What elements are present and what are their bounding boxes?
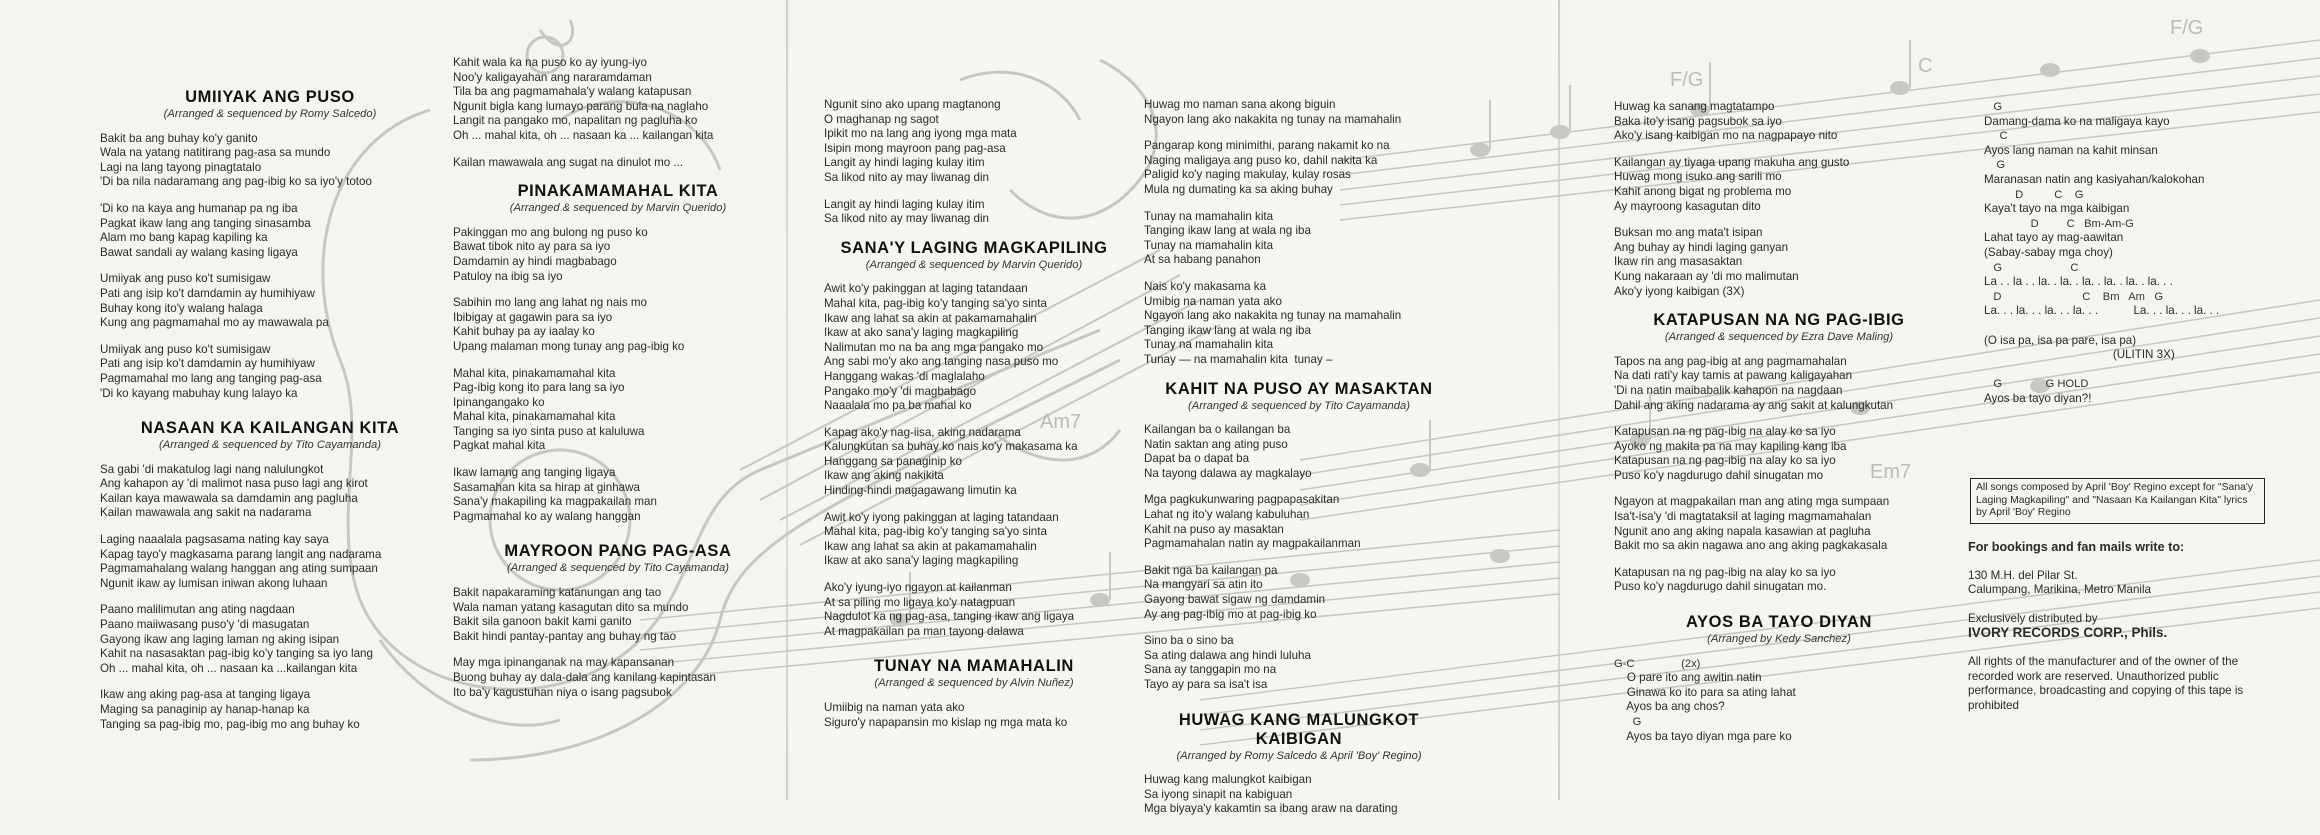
lyrics-continued [824,98,1124,227]
lyric-line: Kalungkutan sa buhay ko nais ko'y makasama ka [824,440,1078,454]
lyric-line: Pangarap kong minimithi, parang nakamit ko na [1144,139,1390,153]
column-6 [1984,100,2284,406]
lyric-line: Dahil ang aking nadarama ay ang sakit at kalungkutan [1614,398,1894,412]
lyric-line: Siguro'y napapansin mo kislap ng mga mata ko [824,715,1068,729]
lyric-line: Ikaw rin ang masasaktan [1614,255,1743,269]
stanza [1144,280,1454,368]
lyric-line: Wala naman yatang kasagutan dito sa mundo [453,600,689,614]
stanza [100,463,440,521]
lyric-line: Natin saktan ang ating puso [1144,437,1288,451]
lyric-line: At sa piling mo ligaya ko'y natagpuan [824,595,1016,609]
lyric-line [1984,319,2284,334]
chord-line: C [1984,130,2008,143]
lyric-line: Nalimutan mo na ba ang mga pangako mo [824,340,1044,354]
stanza [100,603,440,676]
chord-mark: F/G [2170,17,2204,39]
lyric-line: Sana'y makapiling ka magpakailan man [453,495,657,509]
lyrics [100,463,440,733]
lyric-line: Sa likod nito ay may liwanag din [824,212,989,226]
song-credit: (Arranged by Romy Salcedo & April 'Boy' Regino) [1176,749,1422,762]
lyric-line: Bakit hindi pantay-pantay ang buhay ng tao [453,629,677,643]
lyric-line: Paano maiiwasang puso'y 'di masugatan [100,618,310,632]
stanza [1614,566,1944,595]
stanza [453,156,783,171]
lyric-line: Kung ang pagmamahal mo ay mawawala pa [100,316,329,330]
lyric-line: Lagi na lang tayong pinagtatalo [100,160,262,174]
lyric-line: Tunay na mamahalin kita [1144,238,1274,252]
lyric-line: Pagkat ikaw lang ang tanging sinasamba [100,216,311,230]
column-1 [100,88,440,750]
lyric-line: Sabihin mo lang ang lahat ng nais mo [453,296,648,310]
stanza [453,56,783,144]
stanza [1614,355,1944,413]
column-3 [824,98,1124,748]
lyric-line: Bakit mo sa akin nagawa ano ang aking pagkakasala [1614,539,1888,553]
lyric-line: Kahit buhay pa ay iaalay ko [453,325,595,339]
lyric-line: Bawat tibok nito ay para sa iyo [453,240,611,254]
lyric-line: Kailangan ay tiyaga upang makuha ang gusto [1614,155,1850,169]
stanza [453,586,783,644]
chord-line: D C G [1984,188,2084,201]
song-title: TUNAY NA MAMAHALIN [874,657,1074,676]
lyric-line: Damdamin ay hindi magbabago [453,254,617,268]
song-title: PINAKAMAMAHAL KITA [517,182,719,201]
stanza [824,282,1124,413]
lyric-line: Tanging ikaw lang at wala ng iba [1144,323,1311,337]
lyric-line: Tunay na mamahalin kita [1144,338,1274,352]
stanza [824,701,1124,730]
stanza [824,511,1124,569]
lyric-line: Maranasan natin ang kasiyahan/kalokohan [1984,172,2205,186]
stanza [100,343,440,401]
lyric-line: Ikaw ang aking pag-asa at tanging ligaya [100,688,311,702]
song-credit: (Arranged & sequenced by Tito Cayamanda) [159,439,381,452]
lyric-line: Oh ... mahal kita, oh ... nasaan ka ...kailangan kita [100,661,358,675]
song-ayos [1614,613,1944,744]
lyric-line: Ang sabi mo'y ako ang tanging nasa puso mo [824,355,1059,369]
song-credit: (Arranged & sequenced by Alvin Nuñez) [874,677,1074,690]
lyric-line: Ayos lang naman na kahit minsan [1984,143,2158,157]
lyric-line: Isa't-isa'y 'di magtataksil at laging magmamahalan [1614,510,1872,524]
stanza [1614,156,1944,214]
lyric-line: Pakinggan mo ang bulong ng puso ko [453,225,648,239]
distributor-name: IVORY RECORDS CORP., Phils. [1968,625,2168,641]
lyric-line: Ngayon at magpakailan man ang ating mga sumpaan [1614,495,1890,509]
lyric-line: Kahit na nasasaktan pag-ibig ko'y tanging sa iyo lang [100,647,373,661]
lyric-line: Bawat sandali ay walang kasing ligaya [100,245,298,259]
lyric-line: Na mangyari sa atin ito [1144,578,1263,592]
song-mayroon [453,542,783,700]
lyric-line: Tanging sa pag-ibig mo, pag-ibig mo ang buhay ko [100,717,360,731]
song-pinakamamahal [453,182,783,524]
chord-mark: Am7 [1040,411,1082,433]
stanza [453,656,783,700]
song-sanay [824,239,1124,640]
lyric-line: At magpakailan pa man tayong dalawa [824,624,1024,638]
lyric-line: Pagmamahal ko ay walang hanggan [453,509,641,523]
lyrics [824,282,1124,639]
lyric-line: Oh ... mahal kita, oh ... nasaan ka ... kailangan kita [453,128,714,142]
lyric-line: (O isa pa, isa pa pare, isa pa) [1984,333,2137,347]
lyric-line: O pare ito ang awitin natin [1614,671,1762,685]
song-title: UMIIYAK ANG PUSO [185,88,355,106]
lyric-line: Tanging ikaw lang at wala ng iba [1144,224,1311,238]
lyric-line: Pag-ibig kong ito para lang sa iyo [453,381,625,395]
lyric-line: Pagmamahalan natin ay magpakailanman [1144,537,1361,551]
lyric-line: Alam mo bang kapag kapiling ka [100,231,268,245]
lyric-line: Ikaw at ako sana'y laging magkapiling [824,554,1019,568]
lyric-line: Awit ko'y pakinggan at laging tatandaan [824,282,1028,296]
stanza [1614,226,1944,299]
lyric-line: Kailangan ba o kailangan ba [1144,423,1291,437]
lyric-line: Puso ko'y nagdurugo dahil sinugatan mo [1614,468,1824,482]
lyric-line: Ayoko ng makita pa na may kapiling kang iba [1614,439,1847,453]
lyric-line: Laging naaalala pagsasama nating kay saya [100,533,329,547]
lyric-line: Ako'y iyung-iyo ngayon at kailanman [824,581,1012,595]
lyrics [1614,355,1944,595]
lyric-line: Mahal kita, pag-ibig ko'y tanging sa'yo sinta [824,525,1047,539]
lyric-line: May mga ipinanganak na may kapansanan [453,656,675,670]
lyric-line: Buhay kong ito'y walang halaga [100,301,263,315]
stanza [100,132,440,190]
lyric-line: Katapusan na ng pag-ibig na alay ko sa iyo [1614,565,1836,579]
lyric-line: Kailan mawawala ang sugat na dinulot mo ... [453,155,684,169]
lyric-line: Kahit anong bigat ng problema mo [1614,184,1792,198]
composer-notice: All songs composed by April 'Boy' Regino except for "Sana'y Laging Magkapiling" and "Nasaan Ka Kailangan Kita" lyrics by April 'Boy' Regino [1970,478,2265,524]
lyric-line: Kapag tayo'y magkasama parang langit ang nadarama [100,547,382,561]
stanza [453,296,783,354]
lyric-line: Ngunit bigla kang lumayo parang bula na naglaho [453,99,709,113]
song-katapusan [1614,311,1944,595]
stanza [1144,423,1454,481]
lyric-line: Tunay na mamahalin kita [1144,209,1274,223]
lyric-line: Mahal kita, pinakamamahal kita [453,366,616,380]
lyrics-continued [453,56,783,170]
chord-line: G [1614,716,1642,728]
stanza [453,367,783,455]
lyric-line: Pangako mo'y 'di magbabago [824,384,977,398]
lyric-line: Umibig na naman yata ako [1144,294,1282,308]
lyric-line: Ayos ba ang chos? [1614,700,1725,714]
song-credit: (Arranged & sequenced by Romy Salcedo) [163,108,377,120]
lyrics-continued [1614,100,1944,299]
lyrics [824,701,1124,730]
stanza [824,426,1124,499]
stanza [1614,425,1944,483]
lyric-line: Langit ay hindi laging kulay itim [824,197,985,211]
chord-line: D C Bm Am G [1984,290,2164,303]
stanza [1614,100,1944,144]
stanza [453,466,783,524]
song-credit: (Arranged & sequenced by Tito Cayamanda) [1188,399,1410,412]
lyric-line: Umiiyak ang puso ko't sumisigaw [100,342,271,356]
lyric-line: Kung nakaraan ay 'di mo malimutan [1614,269,1799,283]
lyric-line: Ikaw ang lahat sa akin at pakamamahalin [824,311,1037,325]
lyric-line: O maghanap ng sagot [824,112,939,126]
chord-line: G [1984,159,2006,172]
chord-line: D C Bm-Am-G [1984,217,2134,230]
lyric-line: Bakit napakaraming katanungan ang tao [453,586,662,600]
chord-mark: F/G [1670,69,1704,91]
stanza [1144,634,1454,692]
lyric-line: Langit na pangako mo, napalitan ng pagluha ko [453,114,698,128]
lyric-line: Sa likod nito ay may liwanag din [824,170,989,184]
lyric-line: Umiibig na naman yata ako [824,701,965,714]
lyric-line: Damang-dama ko na maligaya kayo [1984,114,2170,128]
lyric-line: (Sabay-sabay mga choy) [1984,245,2113,259]
lyric-line: Naaalala mo pa ba mahal ko [824,399,972,413]
address-line: 130 M.H. del Pilar St. [1968,568,2078,582]
lyric-line: Noo'y kaligayahan ang nararamdaman [453,70,652,84]
lyric-line: Ayos ba tayo diyan?! [1984,391,2092,405]
lyric-line: Ginawa ko ito para sa ating lahat [1614,685,1796,699]
lyric-line: Mga biyaya'y kakamtin sa ibang araw na darating [1144,802,1398,816]
stanza [100,688,440,732]
stanza [100,202,440,260]
stanza [453,226,783,284]
lyric-line: Bakit ba ang buhay ko'y ganito [100,131,258,145]
lyric-line: Pagmamahal mo lang ang tanging pag-asa [100,371,322,385]
lyrics [453,586,783,700]
lyric-line: Katapusan na ng pag-ibig na alay ko sa iyo [1614,454,1836,468]
lyric-line: Na dati rati'y kay tamis at pawang kaligayahan [1614,369,1853,383]
lyrics [1144,773,1454,817]
lyric-line: Huwag mo naman sana akong biguin [1144,98,1336,111]
lyric-line: Ay mayroong kasagutan dito [1614,199,1761,213]
lyric-line: Ito ba'y kagustuhan niya o isang pagsubok [453,685,672,699]
lyric-line: Pati ang isip ko't damdamin ay humihiyaw [100,357,315,371]
chord-line: G G HOLD [1984,378,2089,391]
lyric-line: Kapag ako'y nag-iisa, aking nadarama [824,425,1021,439]
lyric-line: Buksan mo ang mata't isipan [1614,226,1763,240]
lyric-line: Puso ko'y nagdurugo dahil sinugatan mo. [1614,580,1827,594]
lyric-line: Ngunit ano ang aking napala kasawian at pagluha [1614,524,1871,538]
chord-line: G-C (2x) [1614,657,1701,670]
lyric-line: Tapos na ang pag-ibig at ang pagmamahalan [1614,354,1847,368]
lyric-line: Huwag ka sanang magtatampo [1614,100,1775,113]
lyric-line: 'Di ko kayang mabuhay kung lalayo ka [100,386,298,400]
stanza [100,533,440,591]
lyric-line: Sana ay tanggapin mo na [1144,663,1277,677]
stanza [1144,564,1454,622]
lyric-line: Ngunit sino ako upang magtanong [824,98,1001,111]
lyric-line: Pagkat mahal kita [453,439,546,453]
lyric-line: Ngayon lang ako nakakita ng tunay na mamahalin [1144,309,1402,323]
lyric-line: Ako'y isang kaibigan mo na nagpapayo nito [1614,129,1838,143]
lyric-line: Mahal kita, pag-ibig ko'y tanging sa'yo sinta [824,296,1047,310]
lyric-line: Tanging sa iyo sinta puso at kaluluwa [453,424,645,438]
stanza [1144,493,1454,551]
lyric-line: Patuloy na ibig sa iyo [453,269,563,283]
chord-mark: C [1918,55,1933,77]
rights-notice: All rights of the manufacturer and of the owner of the recorded work are reserved. Unauthorized public performance, broadcasting and copying of this tape is prohibited [1968,654,2244,712]
lyric-line: Gayong ikaw ang laging laman ng aking isipan [100,632,340,646]
lyric-line: Wala na yatang natitirang pag-asa sa mundo [100,146,331,160]
lyrics-with-chords-continued [1984,100,2284,406]
song-nasaan [100,419,440,732]
lyric-line: Huwag kang malungkot kaibigan [1144,773,1312,787]
lyric-line: Kailan mawawala ang sakit na nadarama [100,506,312,520]
song-title: HUWAG KANG MALUNGKOT KAIBIGAN [1178,710,1420,748]
lyric-line: Sa iyong sinapit na kabiguan [1144,787,1293,801]
lyrics [100,132,440,402]
stanza [824,98,1124,186]
lyric-line: Dapat ba o dapat ba [1144,452,1250,466]
stanza [1144,98,1454,127]
stanza [1144,210,1454,268]
song-umiiyak [100,88,440,401]
lyric-line: Ngunit ikaw ay lumisan iniwan akong luhaan [100,576,328,590]
column-2 [453,56,783,718]
lyric-line: Isipin mong mayroon pang pag-asa [824,141,1006,155]
stanza [1144,139,1454,197]
lyric-line: Tila ba ang pagmamahala'y walang katapusan [453,85,692,99]
lyric-line: Gayong bawat sigaw ng damdamin [1144,593,1326,607]
lyric-line: Kahit wala ka na puso ko ay iyung-iyo [453,56,647,69]
lyric-line: Hanggang sa panaginip ko [824,454,962,468]
lyric-line: Na tayong dalawa ay magkalayo [1144,466,1312,480]
stanza [824,581,1124,639]
song-title: NASAAN KA KAILANGAN KITA [140,419,400,438]
lyric-line: Ay ang pag-ibig mo at pag-ibig ko [1144,607,1317,621]
lyric-line: Maging sa panaginip ay hanap-hanap ka [100,703,310,716]
distributor-label: Exclusively distributed by [1968,611,2098,625]
lyric-line: Upang malaman mong tunay ang pag-ibig ko [453,339,685,353]
lyrics-with-chords [1614,657,1944,745]
lyric-line: Katapusan na ng pag-ibig na alay ko sa iyo [1614,425,1836,439]
column-4 [1144,98,1454,835]
lyric-line: Ibibigay at gagawin para sa iyo [453,310,613,324]
lyric-line: Huwag mong isuko ang sarili mo [1614,170,1782,184]
song-title: AYOS BA TAYO DIYAN [1686,613,1872,632]
lyric-line: Kailan kaya mawawala sa damdamin ang pagluha [100,491,358,505]
lyric-line: Tayo ay para sa isa't isa [1144,678,1268,691]
song-tunay [824,657,1124,730]
lyric-line: Umiiyak ang puso ko't sumisigaw [100,272,271,286]
lyric-line: Paano malilimutan ang ating nagdaan [100,603,295,617]
lyric-line: Sasamahan kita sa hirap at ginhawa [453,480,640,494]
lyric-line: Ipikit mo na lang ang iyong mga mata [824,127,1017,141]
lyric-line: 'Di ba nila nadaramang ang pag-ibig ko sa iyo'y totoo [100,175,372,189]
lyrics [453,226,783,525]
stanza [1144,773,1454,817]
lyric-line: Pati ang isip ko't damdamin ay humihiyaw [100,286,315,300]
lyric-line: Mga pagkukunwaring pagpapasakitan [1144,493,1340,507]
lyric-line: Hinding-hindi magagawang limutin ka [824,484,1017,498]
lyric-line: Langit ay hindi laging kulay itim [824,156,985,170]
lyric-line: Mahal kita, pinakamamahal kita [453,410,616,424]
lyric-line: Kahit na puso ay masaktan [1144,522,1284,536]
song-title: KAHIT NA PUSO AY MASAKTAN [1165,379,1433,398]
lyric-line: Ikaw ang aking nakikita [824,469,944,483]
lyrics [1144,423,1454,693]
song-credit: (Arranged by Kedy Sanchez) [1707,633,1851,646]
lyric-line: At sa habang panahon [1144,253,1261,267]
bookings-heading: For bookings and fan mails write to: [1968,540,2185,554]
lyric-line: Sino ba o sino ba [1144,634,1234,648]
chord-mark: Em7 [1870,461,1912,483]
lyric-line: Pagmamahalang walang hanggan ang ating sumpaan [100,562,378,576]
lyric-line: Nais ko'y makasama ka [1144,279,1267,293]
lyric-line: 'Di ko na kaya ang humanap pa ng iba [100,201,298,215]
lyric-line: Hanggang wakas 'di maglalaho [824,369,985,383]
lyric-line: Nagdulot ka ng pag-asa, tanging ikaw ang ligaya [824,610,1075,624]
lyric-line: Kaya't tayo na mga kaibigan [1984,202,2130,216]
lyric-line: Lahat ng ito'y walang kabuluhan [1144,508,1310,522]
lyric-line [1984,363,2284,378]
lyric-line: (ULITIN 3X) [1984,348,2175,362]
lyric-line: Ako'y iyong kaibigan (3X) [1614,284,1745,298]
stanza [824,198,1124,227]
stanza [100,272,440,330]
lyric-line: Ikaw at ako sana'y laging magkapiling [824,326,1019,340]
lyrics-continued [1144,98,1454,368]
song-credit: (Arranged & sequenced by Marvin Querido) [865,258,1083,271]
lyric-line: La. . . la. . . la. . . la. . . La. . . la. . . la. . . [1984,304,2220,318]
lyric-line: Buong buhay ay dala-dala ang kanilang kapintasan [453,671,716,684]
lyric-line: Mula ng dumating ka sa aking buhay [1144,182,1333,196]
lyric-line: 'Di na natin maibabalik kahapon na nagdaan [1614,383,1843,397]
song-credit: (Arranged & sequenced by Tito Cayamanda) [507,562,729,575]
lyric-line: Ang kahapon ay 'di malimot nasa puso lagi ang kirot [100,477,368,491]
address-line: Calumpang, Marikina, Metro Manila [1968,583,2151,597]
lyric-line: Naging maligaya ang puso ko, dahil nakita ka [1144,153,1378,167]
lyric-line: Ikaw lamang ang tanging ligaya [453,466,616,480]
song-title: SANA'Y LAGING MAGKAPILING [840,238,1108,257]
lyric-line: Baka ito'y isang pagsubok sa iyo [1614,114,1782,128]
chord-line: G C [1984,261,2079,274]
lyric-line: Bakit nga ba kailangan pa [1144,563,1278,577]
lyric-line: Sa ating dalawa ang hindi luluha [1144,648,1311,662]
lyric-line: Awit ko'y iyong pakinggan at laging tatandaan [824,510,1059,524]
lyric-line: La . . la . . la. . la. . la. . la. . la. . la. . . [1984,275,2173,289]
song-title: MAYROON PANG PAG-ASA [504,542,732,561]
lyric-line: Ipinangangako ko [453,395,545,409]
lyric-line: Ayos ba tayo diyan mga pare ko [1614,729,1792,743]
song-credit: (Arranged & sequenced by Ezra Dave Maling) [1664,331,1894,344]
song-kahit [1144,380,1454,693]
lyric-line: Ang buhay ay hindi laging ganyan [1614,240,1789,254]
lyric-line: Ngayon lang ako nakakita ng tunay na mamahalin [1144,112,1402,126]
song-huwag [1144,711,1454,817]
bookings-info [1968,540,2268,713]
chord-line: G [1984,101,2003,113]
stanza [1614,495,1944,553]
lyric-line: Sa gabi 'di makatulog lagi nang nalulungkot [100,462,324,476]
lyric-line: Paligid ko'y naging makulay, kulay rosas [1144,168,1351,182]
lyric-line: Lahat tayo ay mag-aawitan [1984,231,2124,245]
song-title: KATAPUSAN NA NG PAG-IBIG [1653,311,1905,330]
lyric-line: Tunay — na mamahalin kita tunay – [1144,352,1333,366]
song-credit: (Arranged & sequenced by Marvin Querido) [509,202,727,215]
column-5 [1614,100,1944,762]
lyric-line: Bakit sila ganoon bakit kami ganito [453,615,632,629]
lyric-line: Ikaw ang lahat sa akin at pakamamahalin [824,539,1037,553]
